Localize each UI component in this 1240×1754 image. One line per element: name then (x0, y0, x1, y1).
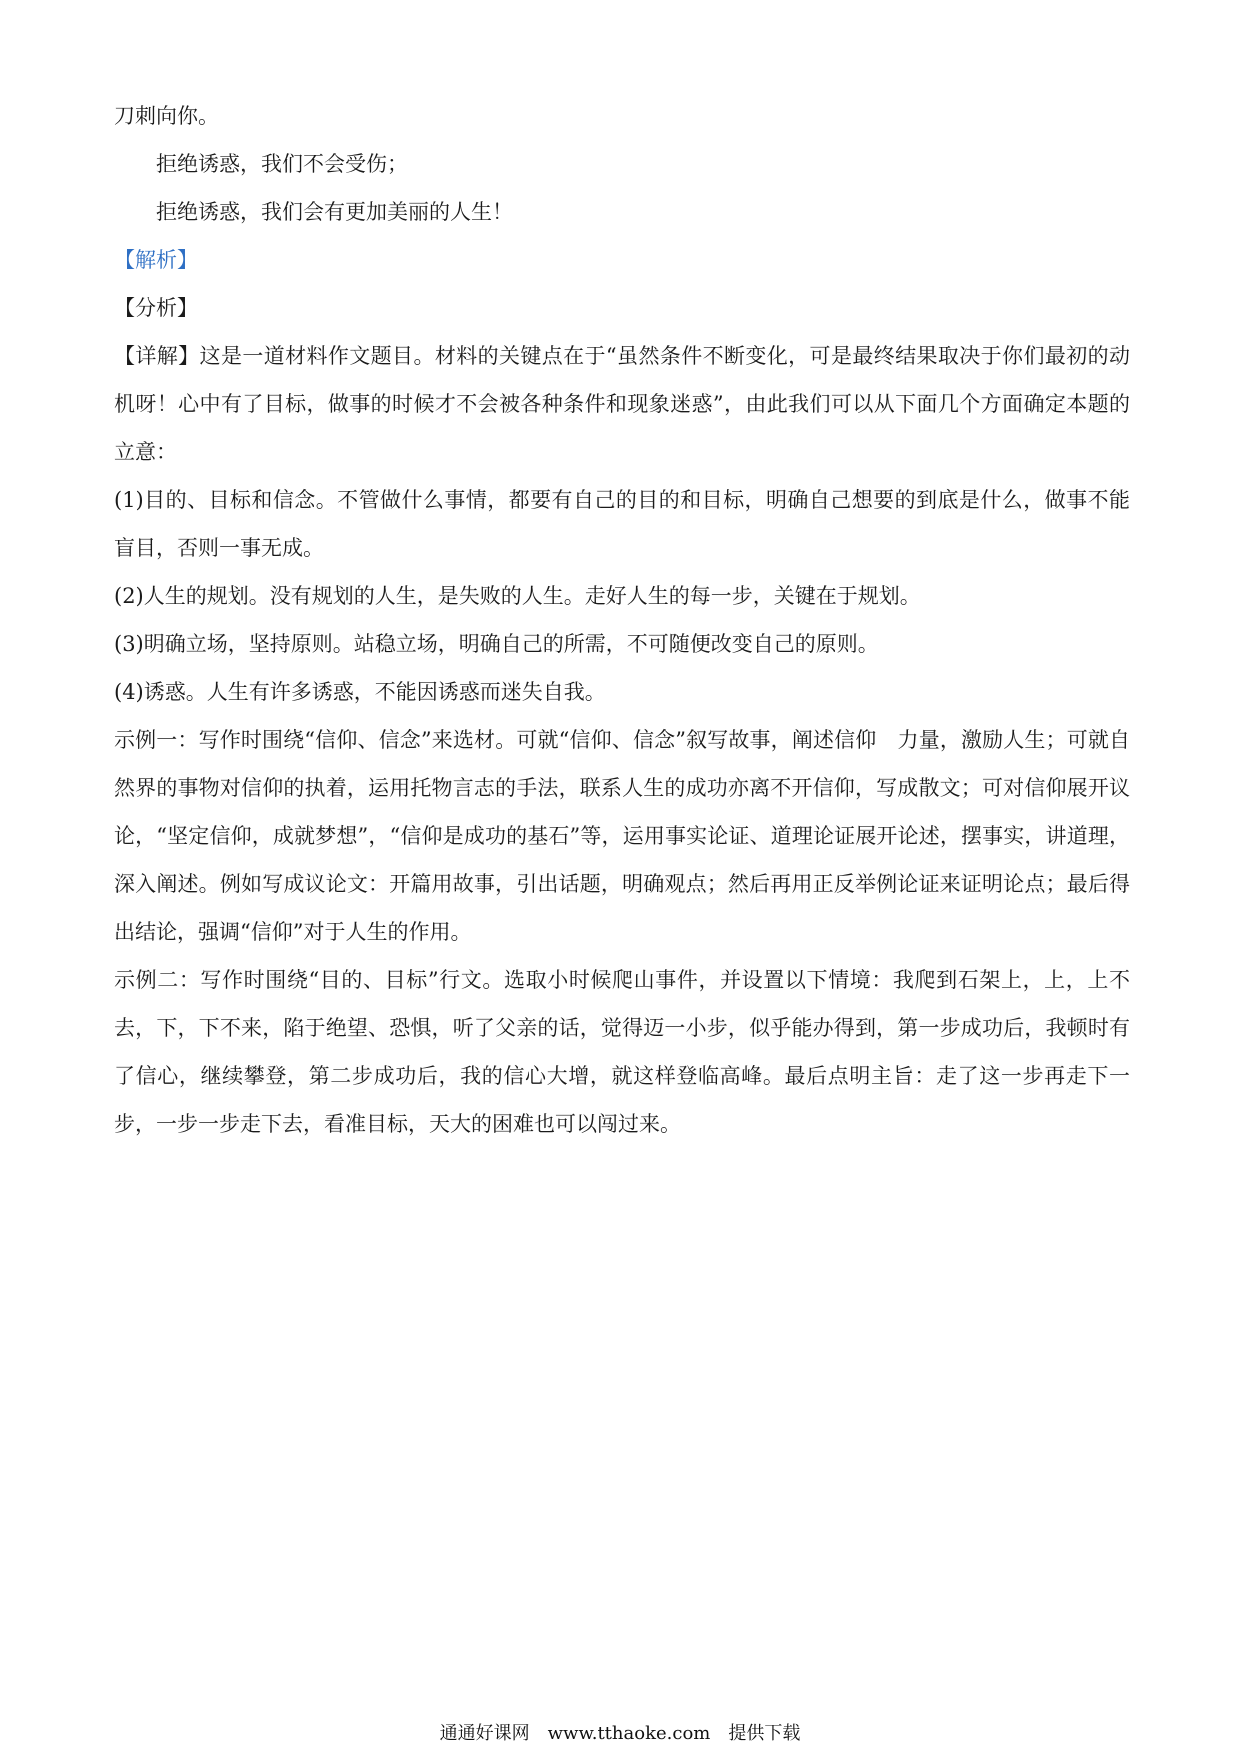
analysis-heading: 【解析】 (114, 248, 198, 272)
point-item-4: (4)诱惑。人生有许多诱惑，不能因诱惑而迷失自我。 (114, 680, 606, 704)
fenxi-heading: 【分析】 (114, 296, 198, 320)
example-one-paragraph: 示例一：写作时围绕“信仰、信念”来选材。可就“信仰、信念”叙写故事，阐述信仰 力量，激励人生；可就自然界的事物对信仰的执着，运用托物言志的手法，联系人生的成功亦离不开信仰，写成散文；可对信仰展开议论，“坚定信仰，成就梦想”，“信仰是成功的基石”等，运用事实论证、道理论证展开论述，摆事实，讲道理，深入阐述。例如写成议论文：开篇用故事，引出话题，明确观点；然后再用正反举例论证来证明论点；最后得出结论，强调“信仰”对于人生的作用。 (114, 728, 1130, 944)
document-body (114, 92, 1130, 1148)
point-item-3: (3)明确立场，坚持原则。站稳立场，明确自己的所需，不可随便改变自己的原则。 (114, 632, 879, 656)
example-two-paragraph: 示例二：写作时围绕“目的、目标”行文。选取小时候爬山事件，并设置以下情境：我爬到石架上，上，上不去，下，下不来，陷于绝望、恐惧，听了父亲的话，觉得迈一小步，似乎能办得到，第一步成功后，我顿时有了信心，继续攀登，第二步成功后，我的信心大增，就这样登临高峰。最后点明主旨：走了这一步再走下一步，一步一步走下去，看准目标，天大的困难也可以闯过来。 (114, 968, 1130, 1136)
poem-line-2: 拒绝诱惑，我们会有更加美丽的人生！ (156, 200, 513, 224)
poem-line-1: 拒绝诱惑，我们不会受伤； (156, 152, 408, 176)
page-footer: 通通好课网 www.tthaoke.com 提供下载 (439, 1723, 801, 1744)
continuation-line: 刀刺向你。 (114, 104, 219, 128)
point-item-1: (1)目的、目标和信念。不管做什么事情，都要有自己的目的和目标，明确自己想要的到底是什么，做事不能盲目，否则一事无成。 (114, 488, 1130, 560)
point-item-2: (2)人生的规划。没有规划的人生，是失败的人生。走好人生的每一步，关键在于规划。 (114, 584, 921, 608)
detail-paragraph: 【详解】这是一道材料作文题目。材料的关键点在于“虽然条件不断变化，可是最终结果取决于你们最初的动机呀！心中有了目标，做事的时候才不会被各种条件和现象迷惑”，由此我们可以从下面几个方面确定本题的立意： (114, 344, 1130, 464)
